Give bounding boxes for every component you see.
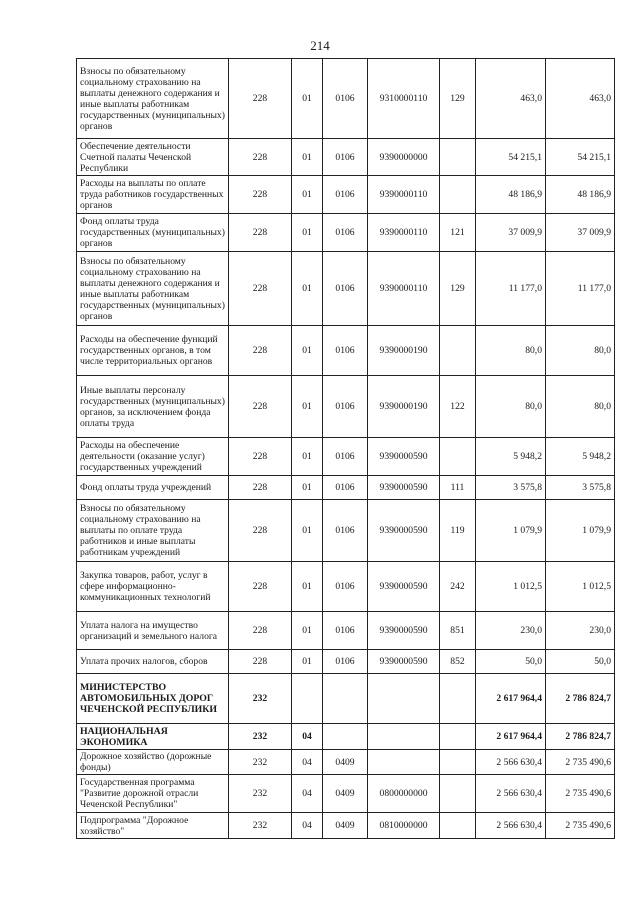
expense-type-cell: 129	[440, 59, 476, 139]
admin-code-cell: 228	[229, 176, 292, 214]
row-name-cell: Иные выплаты персоналу государственных (муниципальных) органов, за исключением фонда оплаты труда	[77, 376, 229, 438]
amount-year1-cell: 2 617 964,4	[476, 724, 546, 750]
admin-code-cell: 228	[229, 214, 292, 252]
target-article-cell: 9390000110	[368, 176, 440, 214]
subsection-code-cell: 0106	[323, 612, 368, 650]
section-code-cell: 04	[292, 775, 323, 813]
expense-type-cell	[440, 326, 476, 376]
amount-year2-cell: 2 735 490,6	[546, 813, 615, 839]
row-name-cell: Фонд оплаты труда учреждений	[77, 476, 229, 500]
amount-year1-cell: 54 215,1	[476, 139, 546, 176]
amount-year2-cell: 463,0	[546, 59, 615, 139]
section-code-cell: 01	[292, 500, 323, 562]
amount-year1-cell: 80,0	[476, 326, 546, 376]
amount-year1-cell: 2 617 964,4	[476, 674, 546, 724]
expense-type-cell: 111	[440, 476, 476, 500]
amount-year2-cell: 3 575,8	[546, 476, 615, 500]
table-row	[77, 775, 615, 813]
subsection-code-cell: 0409	[323, 750, 368, 775]
subsection-code-cell: 0106	[323, 650, 368, 674]
table-row	[77, 326, 615, 376]
subsection-code-cell: 0106	[323, 438, 368, 476]
table-row	[77, 650, 615, 674]
table-row	[77, 500, 615, 562]
target-article-cell: 9390000110	[368, 252, 440, 326]
amount-year2-cell: 50,0	[546, 650, 615, 674]
subsection-code-cell: 0106	[323, 376, 368, 438]
section-code-cell: 01	[292, 59, 323, 139]
section-code-cell	[292, 674, 323, 724]
admin-code-cell: 228	[229, 252, 292, 326]
expense-type-cell: 129	[440, 252, 476, 326]
amount-year1-cell: 1 079,9	[476, 500, 546, 562]
target-article-cell: 9390000110	[368, 214, 440, 252]
amount-year1-cell: 80,0	[476, 376, 546, 438]
table-row	[77, 139, 615, 176]
row-name-cell: НАЦИОНАЛЬНАЯ ЭКОНОМИКА	[77, 724, 229, 750]
subsection-code-cell: 0106	[323, 59, 368, 139]
table-row	[77, 214, 615, 252]
table-row	[77, 674, 615, 724]
subsection-code-cell: 0409	[323, 813, 368, 839]
table-row	[77, 562, 615, 612]
table-row	[77, 612, 615, 650]
amount-year2-cell: 48 186,9	[546, 176, 615, 214]
table-row	[77, 252, 615, 326]
subsection-code-cell: 0106	[323, 214, 368, 252]
amount-year1-cell: 2 566 630,4	[476, 813, 546, 839]
admin-code-cell: 228	[229, 650, 292, 674]
subsection-code-cell: 0106	[323, 500, 368, 562]
subsection-code-cell: 0409	[323, 775, 368, 813]
section-code-cell: 01	[292, 214, 323, 252]
expense-type-cell: 121	[440, 214, 476, 252]
admin-code-cell: 228	[229, 438, 292, 476]
target-article-cell	[368, 674, 440, 724]
subsection-code-cell: 0106	[323, 326, 368, 376]
expense-type-cell	[440, 775, 476, 813]
row-name-cell: Взносы по обязательному социальному страхованию на выплаты по оплате труда работников и иные выплаты работникам учреждений	[77, 500, 229, 562]
expense-type-cell	[440, 813, 476, 839]
expense-type-cell	[440, 438, 476, 476]
row-name-cell: Дорожное хозяйство (дорожные фонды)	[77, 750, 229, 775]
admin-code-cell: 228	[229, 500, 292, 562]
amount-year2-cell: 2 735 490,6	[546, 750, 615, 775]
section-code-cell: 01	[292, 612, 323, 650]
amount-year1-cell: 463,0	[476, 59, 546, 139]
section-code-cell: 01	[292, 562, 323, 612]
row-name-cell: Уплата налога на имущество организаций и земельного налога	[77, 612, 229, 650]
row-name-cell: Обеспечение деятельности Счетной палаты Чеченской Республики	[77, 139, 229, 176]
admin-code-cell: 232	[229, 674, 292, 724]
table-row	[77, 59, 615, 139]
amount-year1-cell: 50,0	[476, 650, 546, 674]
target-article-cell	[368, 750, 440, 775]
subsection-code-cell: 0106	[323, 252, 368, 326]
target-article-cell: 9390000590	[368, 476, 440, 500]
section-code-cell: 01	[292, 252, 323, 326]
target-article-cell: 0800000000	[368, 775, 440, 813]
row-name-cell: Подпрограмма "Дорожное хозяйство"	[77, 813, 229, 839]
target-article-cell: 0810000000	[368, 813, 440, 839]
budget-table	[76, 58, 615, 839]
expense-type-cell	[440, 724, 476, 750]
target-article-cell: 9390000590	[368, 612, 440, 650]
section-code-cell: 04	[292, 724, 323, 750]
amount-year1-cell: 5 948,2	[476, 438, 546, 476]
amount-year2-cell: 2 786 824,7	[546, 724, 615, 750]
amount-year1-cell: 3 575,8	[476, 476, 546, 500]
section-code-cell: 04	[292, 813, 323, 839]
expense-type-cell	[440, 139, 476, 176]
expense-type-cell	[440, 674, 476, 724]
admin-code-cell: 228	[229, 376, 292, 438]
page-number: 214	[310, 38, 330, 53]
amount-year1-cell: 2 566 630,4	[476, 775, 546, 813]
subsection-code-cell: 0106	[323, 176, 368, 214]
target-article-cell: 9390000000	[368, 139, 440, 176]
subsection-code-cell: 0106	[323, 476, 368, 500]
target-article-cell: 9390000190	[368, 326, 440, 376]
amount-year2-cell: 5 948,2	[546, 438, 615, 476]
target-article-cell: 9390000590	[368, 562, 440, 612]
admin-code-cell: 232	[229, 750, 292, 775]
target-article-cell: 9310000110	[368, 59, 440, 139]
amount-year2-cell: 37 009,9	[546, 214, 615, 252]
admin-code-cell: 228	[229, 139, 292, 176]
section-code-cell: 01	[292, 476, 323, 500]
section-code-cell: 01	[292, 438, 323, 476]
amount-year2-cell: 80,0	[546, 326, 615, 376]
section-code-cell: 01	[292, 650, 323, 674]
amount-year1-cell: 11 177,0	[476, 252, 546, 326]
amount-year2-cell: 80,0	[546, 376, 615, 438]
target-article-cell: 9390000590	[368, 650, 440, 674]
table-row	[77, 813, 615, 839]
table-row	[77, 176, 615, 214]
amount-year1-cell: 230,0	[476, 612, 546, 650]
admin-code-cell: 232	[229, 813, 292, 839]
expense-type-cell	[440, 750, 476, 775]
row-name-cell: Взносы по обязательному социальному страхованию на выплаты денежного содержания и иные выплаты работникам государственных (муниципальных) органов	[77, 59, 229, 139]
target-article-cell	[368, 724, 440, 750]
expense-type-cell	[440, 176, 476, 214]
row-name-cell: Уплата прочих налогов, сборов	[77, 650, 229, 674]
admin-code-cell: 228	[229, 562, 292, 612]
table-row	[77, 438, 615, 476]
expense-type-cell: 851	[440, 612, 476, 650]
amount-year2-cell: 11 177,0	[546, 252, 615, 326]
amount-year2-cell: 230,0	[546, 612, 615, 650]
admin-code-cell: 232	[229, 775, 292, 813]
admin-code-cell: 228	[229, 326, 292, 376]
section-code-cell: 01	[292, 376, 323, 438]
amount-year1-cell: 37 009,9	[476, 214, 546, 252]
row-name-cell: Расходы на обеспечение деятельности (оказание услуг) государственных учреждений	[77, 438, 229, 476]
subsection-code-cell	[323, 724, 368, 750]
row-name-cell: Расходы на обеспечение функций государственных органов, в том числе территориальных органов	[77, 326, 229, 376]
amount-year2-cell: 2 786 824,7	[546, 674, 615, 724]
admin-code-cell: 228	[229, 612, 292, 650]
target-article-cell: 9390000590	[368, 500, 440, 562]
admin-code-cell: 228	[229, 59, 292, 139]
subsection-code-cell	[323, 674, 368, 724]
section-code-cell: 01	[292, 139, 323, 176]
row-name-cell: Расходы на выплаты по оплате труда работников государственных органов	[77, 176, 229, 214]
amount-year1-cell: 1 012,5	[476, 562, 546, 612]
admin-code-cell: 232	[229, 724, 292, 750]
section-code-cell: 04	[292, 750, 323, 775]
table-row	[77, 376, 615, 438]
expense-type-cell: 852	[440, 650, 476, 674]
subsection-code-cell: 0106	[323, 139, 368, 176]
admin-code-cell: 228	[229, 476, 292, 500]
table-row	[77, 750, 615, 775]
row-name-cell: Государственная программа "Развитие дорожной отрасли Чеченской Республики"	[77, 775, 229, 813]
section-code-cell: 01	[292, 326, 323, 376]
subsection-code-cell: 0106	[323, 562, 368, 612]
expense-type-cell: 119	[440, 500, 476, 562]
amount-year2-cell: 1 012,5	[546, 562, 615, 612]
row-name-cell: Фонд оплаты труда государственных (муниципальных) органов	[77, 214, 229, 252]
amount-year2-cell: 54 215,1	[546, 139, 615, 176]
amount-year1-cell: 2 566 630,4	[476, 750, 546, 775]
target-article-cell: 9390000590	[368, 438, 440, 476]
row-name-cell: Закупка товаров, работ, услуг в сфере информационно-коммуникационных технологий	[77, 562, 229, 612]
expense-type-cell: 122	[440, 376, 476, 438]
section-code-cell: 01	[292, 176, 323, 214]
target-article-cell: 9390000190	[368, 376, 440, 438]
row-name-cell: Взносы по обязательному социальному страхованию на выплаты денежного содержания и иные выплаты работникам государственных (муниципальных) органов	[77, 252, 229, 326]
row-name-cell: МИНИСТЕРСТВО АВТОМОБИЛЬНЫХ ДОРОГ ЧЕЧЕНСКОЙ РЕСПУБЛИКИ	[77, 674, 229, 724]
table-row	[77, 724, 615, 750]
expense-type-cell: 242	[440, 562, 476, 612]
amount-year2-cell: 2 735 490,6	[546, 775, 615, 813]
table-row	[77, 476, 615, 500]
amount-year1-cell: 48 186,9	[476, 176, 546, 214]
amount-year2-cell: 1 079,9	[546, 500, 615, 562]
